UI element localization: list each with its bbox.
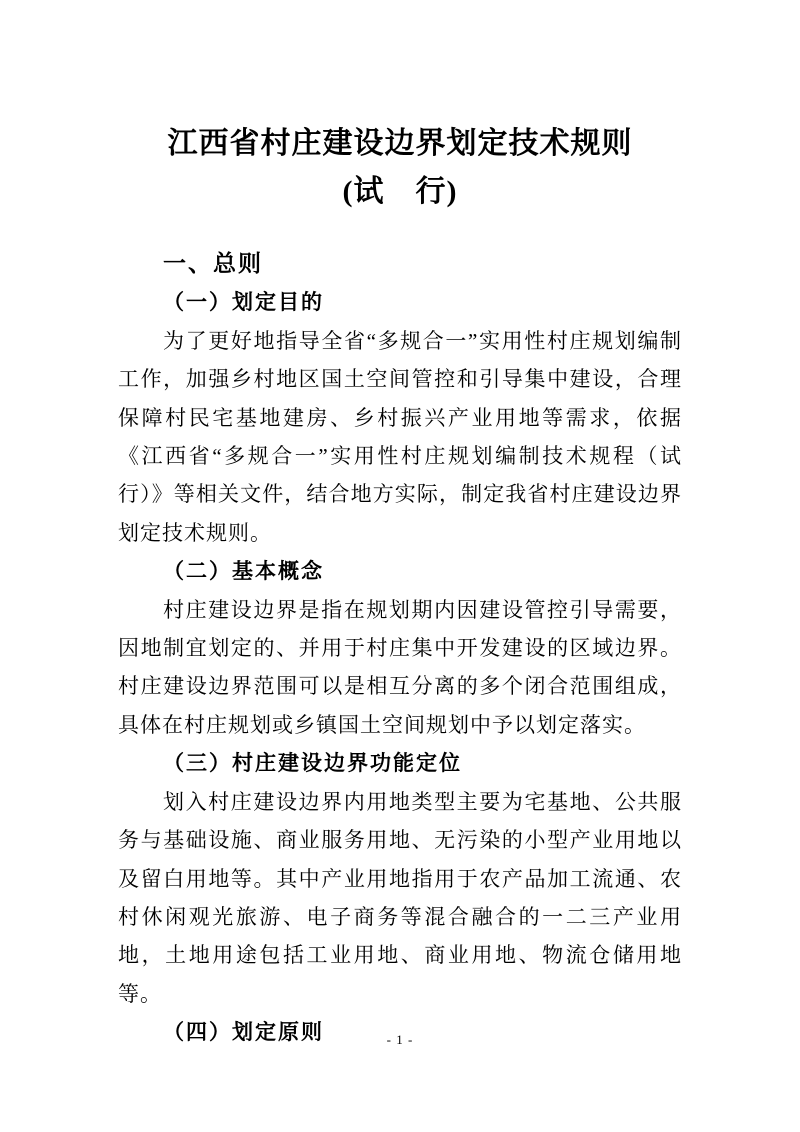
section-heading-general-rules: 一、总则 — [163, 251, 263, 276]
page-number: - 1 - — [386, 1032, 414, 1047]
paragraph-delimitation-purpose: 为了更好地指导全省“多规合一”实用性村庄规划编制工作，加强乡村地区国土空间管控和引导集中建设，合理保障村民宅基地建房、乡村振兴产业用地等需求，依据《江西省“多规合一”实用性村庄规划编制技术规程（试行）》等相关文件，结合地方实际，制定我省村庄建设边界划定技术规则。 — [118, 328, 682, 545]
subsection-heading-basic-concept: （二）基本概念 — [163, 559, 324, 584]
title-block — [0, 0, 800, 216]
paragraph-boundary-function: 划入村庄建设边界内用地类型主要为宅基地、公共服务与基础设施、商业服务用地、无污染的小型产业用地以及留白用地等。其中产业用地指用于农产品加工流通、农村休闲观光旅游、电子商务等混合融合的一二三产业用地，土地用途包括工业用地、商业用地、物流仓储用地等。 — [118, 789, 682, 1006]
subsection-heading-delimitation-purpose: （一）划定目的 — [163, 290, 324, 315]
subsection-heading-boundary-function: （三）村庄建设边界功能定位 — [163, 751, 462, 776]
subsection-heading-delimitation-principles: （四）划定原则 — [163, 1020, 324, 1045]
document-body — [0, 245, 800, 1052]
document-subtitle: (试 行) — [342, 175, 458, 208]
paragraph-basic-concept: 村庄建设边界是指在规划期内因建设管控引导需要，因地制宜划定的、并用于村庄集中开发建设的区域边界。村庄建设边界范围可以是相互分离的多个闭合范围组成，具体在村庄规划或乡镇国土空间规划中予以划定落实。 — [118, 597, 682, 737]
document-title: 江西省村庄建设边界划定技术规则 — [167, 127, 633, 160]
